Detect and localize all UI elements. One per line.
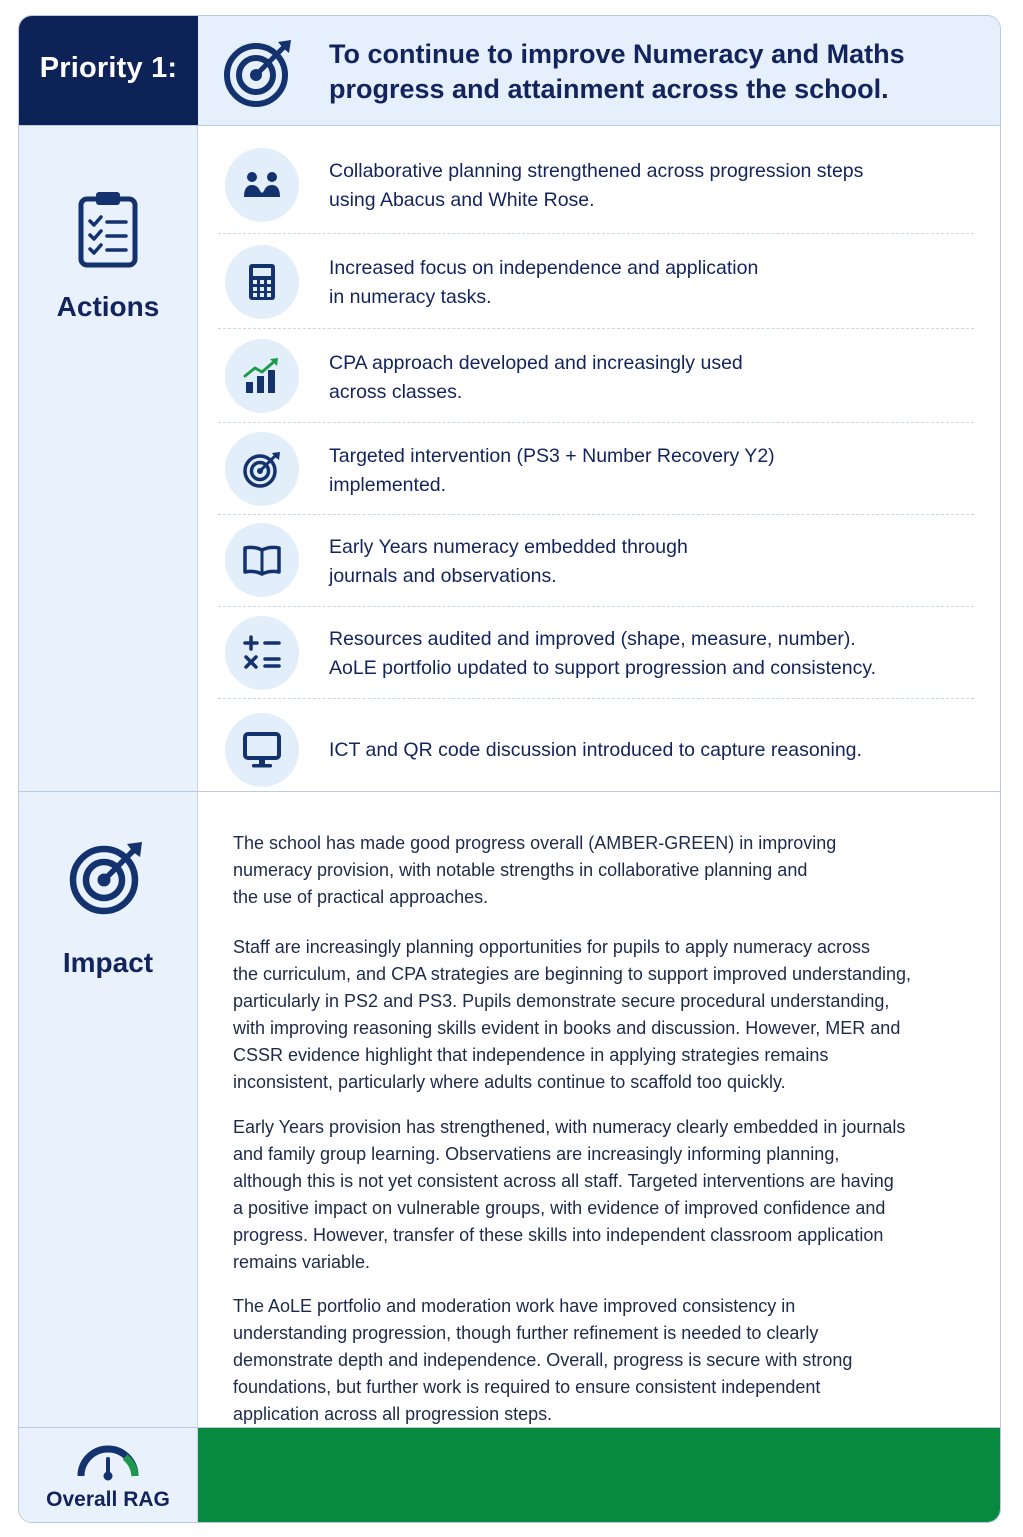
impact-label-cell <box>19 792 198 1427</box>
impact-label: Impact <box>62 947 154 978</box>
clipboard-checklist-icon <box>76 189 140 269</box>
impact-section <box>19 792 1000 1428</box>
action-line: Targeted intervention (PS3 + Number Recovery Y2) <box>329 445 775 467</box>
priority-card <box>18 15 1001 1523</box>
priority-label: Priority 1: <box>39 52 178 84</box>
rag-label-cell <box>19 1428 198 1523</box>
list-item <box>218 699 974 791</box>
action-text <box>329 736 862 765</box>
impact-line: Early Years provision has strengthened, with numeracy clearly embedded in journals <box>233 1117 906 1137</box>
actions-label-cell <box>19 126 198 791</box>
impact-line: the curriculum, and CPA strategies are beginning to support improved understanding, <box>233 964 912 984</box>
action-text <box>329 533 688 590</box>
target-arrow-icon <box>223 34 297 108</box>
impact-line: Staff are increasingly planning opportunities for pupils to apply numeracy across <box>233 937 871 957</box>
actions-section <box>19 126 1000 792</box>
page-title <box>329 37 929 107</box>
action-text <box>329 349 743 406</box>
action-line: Early Years numeracy embedded through <box>329 536 688 558</box>
list-item <box>218 329 974 423</box>
impact-line: CSSR evidence highlight that independence in applying strategies remains <box>233 1045 829 1065</box>
icon-badge <box>225 616 299 690</box>
impact-line: and family group learning. Observatiens are increasingly informing planning, <box>233 1144 840 1164</box>
action-line: across classes. <box>329 380 463 403</box>
target-arrow-icon <box>68 836 148 916</box>
impact-line: a positive impact on vulnerable groups, with evidence of improved confidence and <box>233 1198 886 1218</box>
priority-label-cell <box>19 16 198 125</box>
action-text <box>329 254 758 311</box>
monitor-icon <box>242 730 282 770</box>
impact-line: although this is not yet consistent across all staff. Targeted interventions are having <box>233 1171 894 1191</box>
people-collaboration-icon <box>242 165 282 205</box>
rag-status-fill <box>198 1428 1000 1523</box>
impact-content <box>198 792 1000 1427</box>
impact-line: with improving reasoning skills evident in books and discussion. However, MER and <box>233 1018 901 1038</box>
impact-line: remains variable. <box>233 1252 371 1272</box>
calculator-icon <box>242 262 282 302</box>
impact-line: numeracy provision, with notable strengths in collaborative planning and <box>233 860 808 880</box>
list-item <box>218 607 974 699</box>
impact-line: demonstrate depth and independence. Overall, progress is secure with strong <box>233 1350 853 1370</box>
impact-line: the use of practical approaches. <box>233 887 489 907</box>
impact-line: progress. However, transfer of these skills into independent classroom application <box>233 1225 884 1245</box>
growth-chart-icon <box>242 356 282 396</box>
priority-title-cell <box>198 16 1000 125</box>
action-line: AoLE portfolio updated to support progression and consistency. <box>329 656 877 679</box>
math-symbols-icon <box>242 633 282 673</box>
action-line: ICT and QR code discussion introduced to capture reasoning. <box>329 739 862 761</box>
icon-badge <box>225 523 299 597</box>
icon-badge <box>225 148 299 222</box>
overall-rag-section <box>19 1428 1000 1523</box>
action-line: Increased focus on independence and application <box>329 257 759 279</box>
impact-line: particularly in PS2 and PS3. Pupils demonstrate secure procedural understanding, <box>233 991 890 1011</box>
action-line: in numeracy tasks. <box>329 285 492 308</box>
icon-badge <box>225 713 299 787</box>
title-line: To continue to improve Numeracy and Maths <box>329 39 905 69</box>
impact-line: The AoLE portfolio and moderation work have improved consistency in <box>233 1296 796 1316</box>
impact-paragraph <box>233 1293 852 1428</box>
action-text <box>329 442 775 499</box>
icon-badge <box>225 245 299 319</box>
rag-label: Overall RAG <box>46 1488 170 1511</box>
impact-line: foundations, but further work is required to ensure consistent independent <box>233 1377 821 1397</box>
impact-line: understanding progression, though further refinement is needed to clearly <box>233 1323 819 1343</box>
icon-badge <box>225 432 299 506</box>
action-line: Resources audited and improved (shape, measure, number). <box>329 628 856 650</box>
impact-paragraph <box>233 830 836 911</box>
action-line: using Abacus and White Rose. <box>329 188 595 211</box>
list-item <box>218 234 974 329</box>
action-line: journals and observations. <box>329 564 557 587</box>
open-book-icon <box>242 540 282 580</box>
list-item <box>218 515 974 607</box>
impact-line: The school has made good progress overall (AMBER-GREEN) in improving <box>233 833 837 853</box>
target-arrow-icon <box>242 449 282 489</box>
action-text <box>329 625 876 682</box>
list-item <box>218 423 974 515</box>
action-line: implemented. <box>329 473 447 496</box>
action-line: Collaborative planning strengthened across progression steps <box>329 160 864 182</box>
priority-header <box>19 16 1000 126</box>
impact-line: inconsistent, particularly where adults continue to scaffold too quickly. <box>233 1072 786 1092</box>
icon-badge <box>225 339 299 413</box>
action-line: CPA approach developed and increasingly used <box>329 352 743 374</box>
impact-line: application across all progression steps. <box>233 1404 553 1424</box>
actions-label: Actions <box>56 291 160 322</box>
impact-paragraph <box>233 1114 905 1276</box>
action-text <box>329 157 863 214</box>
actions-list <box>198 126 1000 791</box>
gauge-icon <box>75 1440 141 1482</box>
title-line: progress and attainment across the school. <box>329 74 889 104</box>
list-item <box>218 148 974 234</box>
impact-paragraph <box>233 934 911 1096</box>
